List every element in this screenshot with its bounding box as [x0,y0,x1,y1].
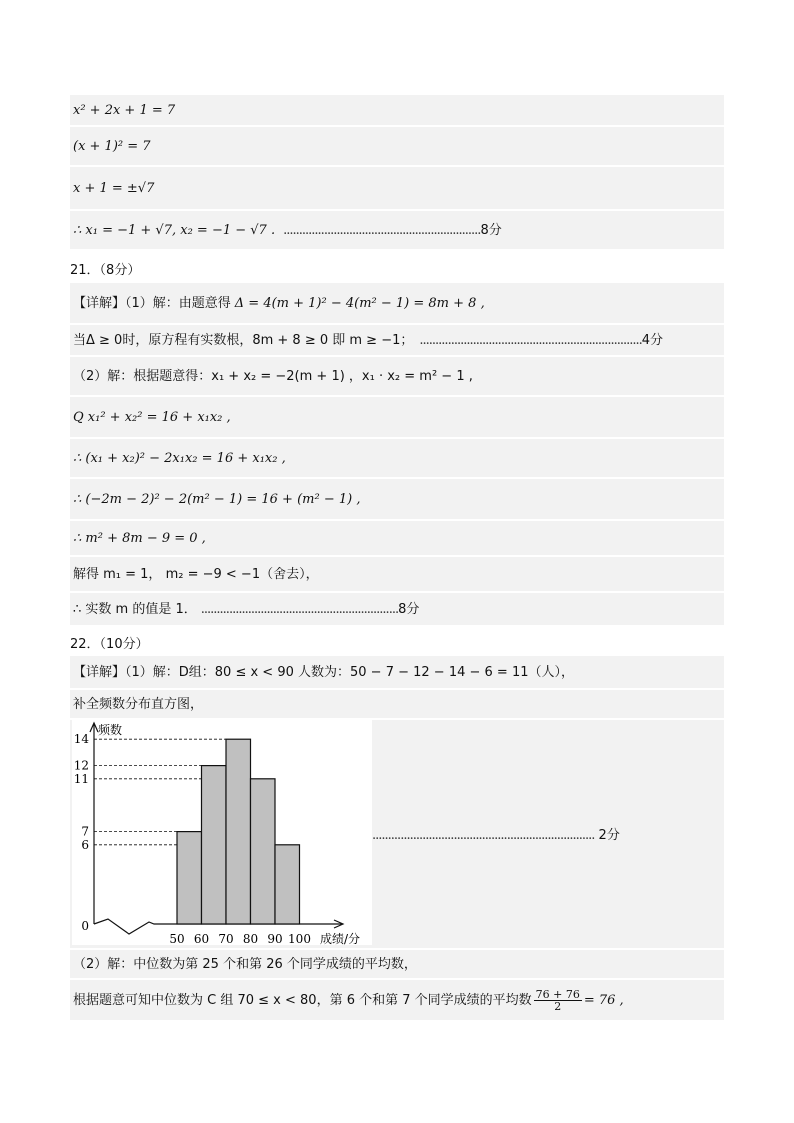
solution-row-6 [70,479,724,519]
eq-row-2 [70,127,724,165]
equation-text: (x + 1)² = 7 [73,138,151,154]
y-tick-label: 12 [73,758,89,773]
fraction-denominator: 2 [554,999,562,1013]
x-tick-label: 80 [242,932,259,945]
y-axis-label: 频数 [98,723,123,737]
x-tick-label: 50 [169,932,185,945]
solution-row-7 [70,521,724,555]
histogram-bar [275,845,300,924]
score-dots: ............................................................... [200,601,399,617]
x-tick-label: 70 [218,932,234,945]
x-tick-label: 100 [288,932,311,945]
y-tick-label: 6 [81,837,89,852]
solution-text: 【详解】（1）解：D组：80 ≤ x < 90 人数为：50 − 7 − 12 − 14 − 6 = 11（人）， [73,664,575,680]
histogram-bar [177,832,202,924]
y-tick-label: 0 [81,919,89,933]
solution-row-4 [70,397,724,437]
solution-text: 解得 m₁ = 1， m₂ = −9 < −1（舍去）， [73,566,319,582]
score-dots: ....................................................................... [372,828,595,843]
solution-row-3 [70,357,724,395]
solution-row-8 [70,557,724,591]
solution-text: 补全频数分布直方图， [73,696,204,712]
score-label: 8分 [398,601,420,617]
equation-text: Δ = 4(m + 1)² − 4(m² − 1) = 8m + 8 , [234,295,485,311]
solution-row-22-4 [70,980,724,1020]
score-label: 4分 [641,332,664,348]
score-dots: ....................................................................... [419,332,642,348]
score-label: 8分 [480,222,502,238]
histogram-row [70,720,724,948]
solution-row-9 [70,593,724,625]
fraction-numerator: 76 + 76 [535,987,580,1001]
solution-row-22-1 [70,656,724,688]
equation-text: = 76 , [583,992,624,1008]
equation-text: x + 1 = ±√7 [73,180,155,196]
solution-text: （2）解：中位数为第 25 个和第 26 个同学成绩的平均数， [73,956,417,972]
histogram-bar [202,766,227,924]
histogram-chart [72,720,372,945]
equation-text: x² + 2x + 1 = 7 [73,102,176,118]
equation-text: ∴ x₁ = −1 + √7, x₂ = −1 − √7 . [73,222,276,238]
x-tick-label: 90 [267,932,283,945]
histogram-svg [72,720,372,945]
y-tick-label: 7 [81,824,89,839]
histogram-bar [251,779,276,924]
y-tick-label: 11 [73,771,89,786]
score-dots: ............................................................... [283,222,481,238]
question-heading-21: 21．（8分） [70,263,141,278]
average-fraction [534,989,582,1012]
x-tick-label: 60 [193,932,210,945]
equation-text: ∴ m² + 8m − 9 = 0 , [73,530,206,546]
score-label: 2分 [598,828,620,843]
question-heading-22: 22．（10分） [70,637,149,652]
solution-row-5 [70,439,724,477]
histogram-bar [226,739,251,924]
detail-label: 【详解】（1）解：由题意得 [73,295,231,311]
eq-row-3 [70,167,724,209]
equation-text: ∴ (x₁ + x₂)² − 2x₁x₂ = 16 + x₁x₂ , [73,450,286,466]
equation-text: ∴ (−2m − 2)² − 2(m² − 1) = 16 + (m² − 1) , [73,491,361,507]
equation-text: Q x₁² + x₂² = 16 + x₁x₂ , [73,409,231,425]
solution-text: 根据题意可知中位数为 C 组 70 ≤ x < 80，第 6 个和第 7 个同学成绩的平均数 [73,992,532,1008]
x-axis-label: 成绩/分 [320,932,361,945]
answer-text: ∴ 实数 m 的值是 1． [73,601,197,617]
y-tick-label: 14 [73,732,89,747]
chart-score [372,824,620,843]
solution-text: （2）解：根据题意得：x₁ + x₂ = −2(m + 1) ，x₁ · x₂ = m² − 1 , [73,368,473,384]
solution-row-1 [70,283,724,323]
eq-row-1 [70,95,724,125]
solution-row-22-3 [70,950,724,978]
condition-text: 当Δ ≥ 0时，原方程有实数根，8m + 8 ≥ 0 即 m ≥ −1； [73,332,414,348]
eq-row-4 [70,211,724,249]
solution-row-2 [70,325,724,355]
solution-row-22-2 [70,690,724,718]
